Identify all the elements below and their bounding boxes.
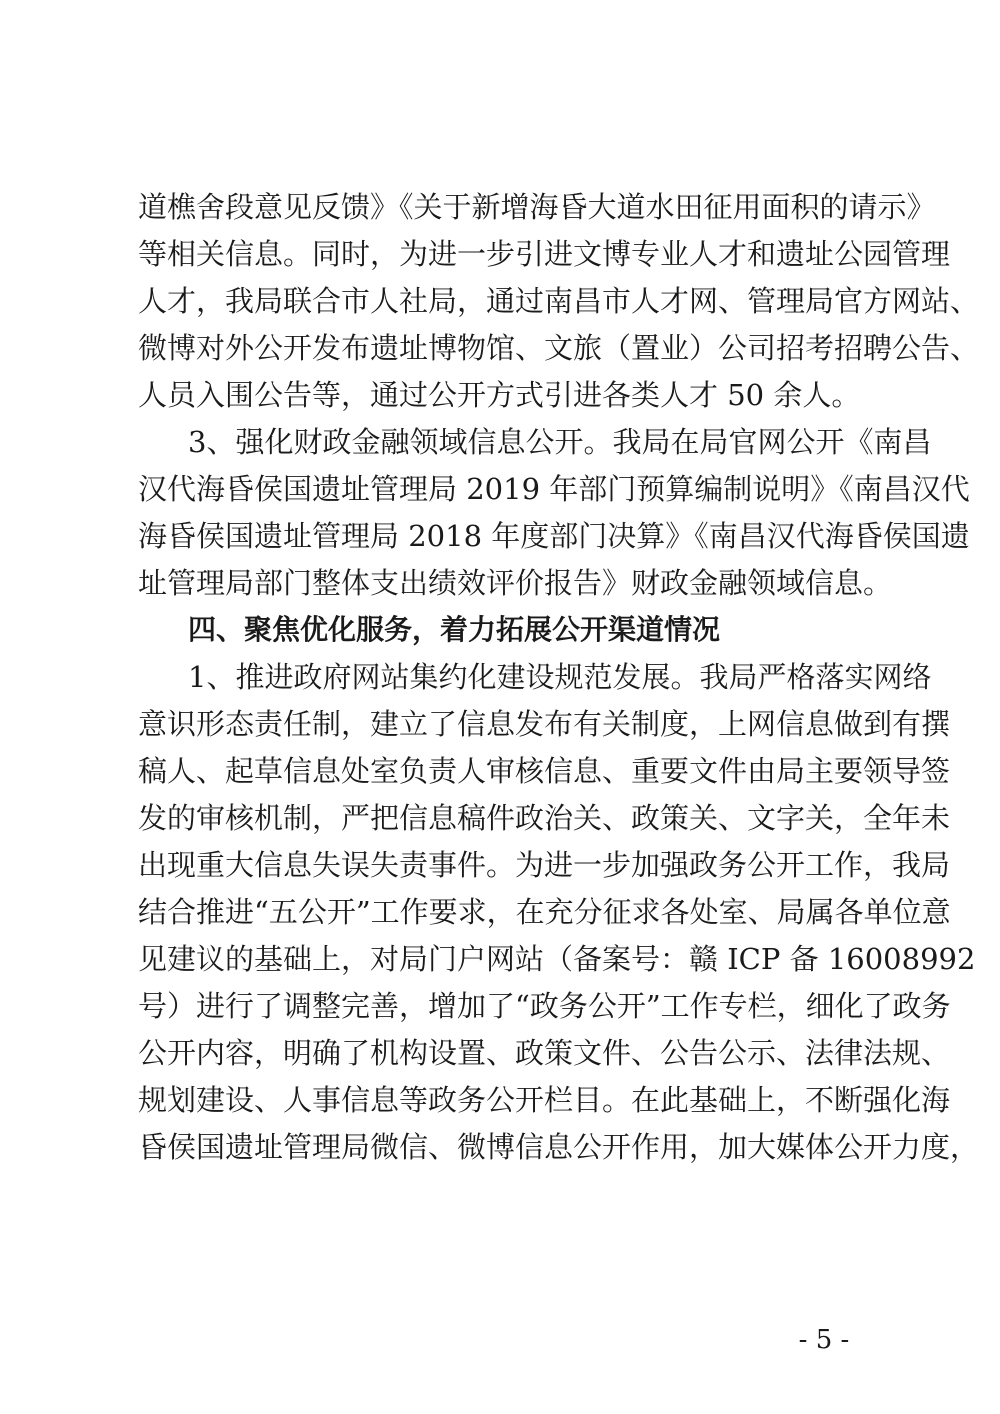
text-line: 1、推进政府网站集约化建设规范发展。我局严格落实网络 bbox=[188, 660, 932, 694]
text-line: 结合推进“五公开”工作要求，在充分征求各处室、局属各单位意 bbox=[138, 895, 951, 929]
text-line: 发的审核机制，严把信息稿件政治关、政策关、文字关，全年未 bbox=[138, 801, 951, 835]
text-line: 汉代海昏侯国遗址管理局 2019 年部门预算编制说明》《南昌汉代 bbox=[138, 472, 970, 506]
text-line: 号）进行了调整完善，增加了“政务公开”工作专栏，细化了政务 bbox=[138, 989, 951, 1023]
section-heading: 四、聚焦优化服务，着力拓展公开渠道情况 bbox=[188, 613, 721, 646]
text-line: 3、强化财政金融领域信息公开。我局在局官网公开《南昌 bbox=[188, 425, 932, 459]
text-line: 等相关信息。同时，为进一步引进文博专业人才和遗址公园管理 bbox=[138, 237, 951, 271]
text-line: 出现重大信息失误失责事件。为进一步加强政务公开工作，我局 bbox=[138, 848, 951, 882]
text-line: 址管理局部门整体支出绩效评价报告》财政金融领域信息。 bbox=[138, 566, 893, 600]
text-line: 人员入围公告等，通过公开方式引进各类人才 50 余人。 bbox=[138, 378, 861, 412]
text-line: 海昏侯国遗址管理局 2018 年度部门决算》《南昌汉代海昏侯国遗 bbox=[138, 519, 970, 553]
text-line: 道樵舍段意见反馈》《关于新增海昏大道水田征用面积的请示》 bbox=[138, 190, 936, 224]
page-number: - 5 - bbox=[798, 1325, 850, 1355]
text-line: 人才，我局联合市人社局，通过南昌市人才网、管理局官方网站、 bbox=[138, 284, 980, 318]
text-line: 见建议的基础上，对局门户网站（备案号：赣 ICP 备 16008992 bbox=[138, 942, 976, 976]
text-line: 公开内容，明确了机构设置、政策文件、公告公示、法律法规、 bbox=[138, 1036, 951, 1070]
text-line: 微博对外公开发布遗址博物馆、文旅（置业）公司招考招聘公告、 bbox=[138, 331, 980, 365]
text-line: 意识形态责任制，建立了信息发布有关制度，上网信息做到有撰 bbox=[138, 707, 951, 741]
text-line: 昏侯国遗址管理局微信、微博信息公开作用，加大媒体公开力度， bbox=[138, 1130, 980, 1164]
text-line: 规划建设、人事信息等政务公开栏目。在此基础上，不断强化海 bbox=[138, 1083, 951, 1117]
text-line: 稿人、起草信息处室负责人审核信息、重要文件由局主要领导签 bbox=[138, 754, 951, 788]
